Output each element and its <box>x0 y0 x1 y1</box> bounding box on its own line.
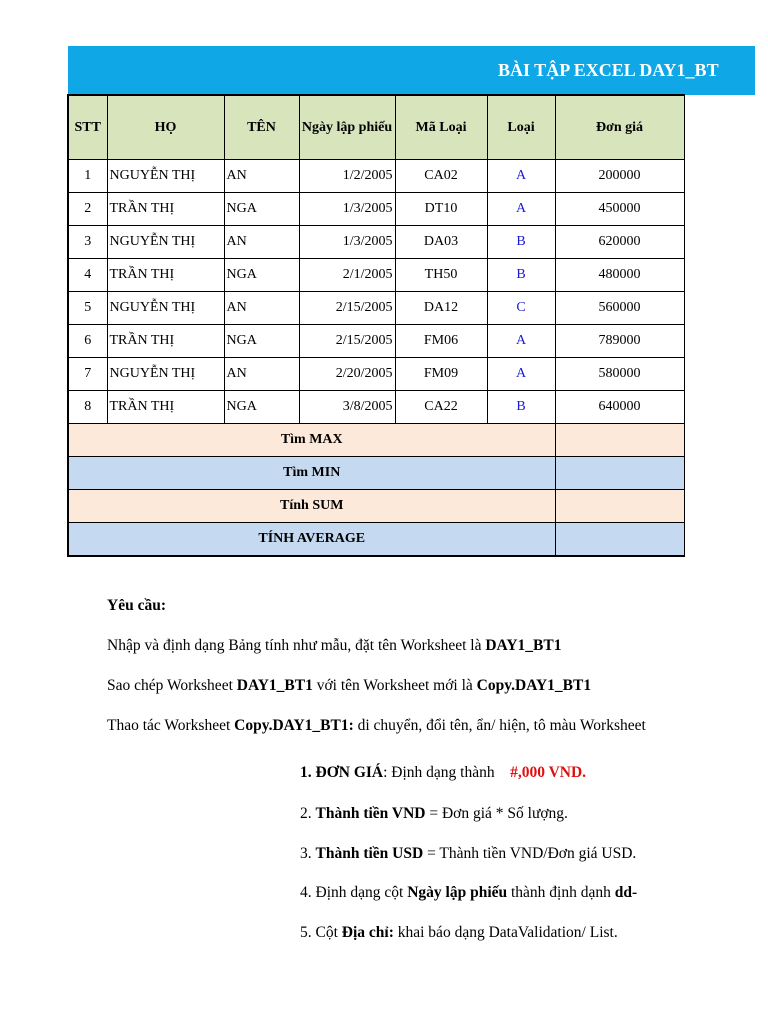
cell-stt[interactable]: 2 <box>68 193 107 226</box>
cell-ma-loai[interactable]: CA22 <box>395 391 487 424</box>
cell-ho[interactable]: TRẦN THỊ <box>107 259 224 292</box>
header-don-gia[interactable]: Đơn giá <box>555 95 684 160</box>
summary-row-sum <box>68 490 684 523</box>
table-row <box>68 358 684 391</box>
cell-don-gia[interactable]: 640000 <box>555 391 684 424</box>
cell-loai[interactable]: A <box>487 193 555 226</box>
summary-value-max[interactable] <box>555 424 684 457</box>
summary-value-min[interactable] <box>555 457 684 490</box>
header-ma-loai[interactable]: Mã Loại <box>395 95 487 160</box>
cell-loai[interactable]: A <box>487 358 555 391</box>
table-row <box>68 292 684 325</box>
cell-loai[interactable]: A <box>487 325 555 358</box>
task-3: 3. Thành tiền USD = Thành tiền VND/Đơn giá USD. <box>300 845 637 862</box>
cell-loai[interactable]: B <box>487 391 555 424</box>
table-row <box>68 259 684 292</box>
cell-ngay[interactable]: 1/3/2005 <box>299 226 395 259</box>
cell-stt[interactable]: 5 <box>68 292 107 325</box>
header-row <box>68 95 684 160</box>
cell-stt[interactable]: 4 <box>68 259 107 292</box>
cell-ten[interactable]: AN <box>224 160 299 193</box>
cell-ten[interactable]: NGA <box>224 325 299 358</box>
summary-row-max <box>68 424 684 457</box>
cell-ngay[interactable]: 2/15/2005 <box>299 325 395 358</box>
cell-loai[interactable]: A <box>487 160 555 193</box>
cell-don-gia[interactable]: 560000 <box>555 292 684 325</box>
title-bar <box>68 46 755 95</box>
sheet-title: BÀI TẬP EXCEL DAY1_BT <box>498 60 719 80</box>
cell-ho[interactable]: NGUYỄN THỊ <box>107 292 224 325</box>
cell-loai[interactable]: B <box>487 259 555 292</box>
cell-ho[interactable]: TRẦN THỊ <box>107 193 224 226</box>
header-ngay[interactable]: Ngày lập phiếu <box>299 95 395 160</box>
summary-value-sum[interactable] <box>555 490 684 523</box>
cell-ma-loai[interactable]: DA03 <box>395 226 487 259</box>
cell-ma-loai[interactable]: DT10 <box>395 193 487 226</box>
cell-ma-loai[interactable]: FM06 <box>395 325 487 358</box>
cell-ten[interactable]: NGA <box>224 391 299 424</box>
cell-stt[interactable]: 1 <box>68 160 107 193</box>
cell-don-gia[interactable]: 580000 <box>555 358 684 391</box>
cell-don-gia[interactable]: 620000 <box>555 226 684 259</box>
requirement-line-1: Nhập và định dạng Bảng tính như mẫu, đặt tên Worksheet là DAY1_BT1 <box>107 637 562 654</box>
data-table <box>67 94 685 557</box>
cell-don-gia[interactable]: 480000 <box>555 259 684 292</box>
cell-ho[interactable]: NGUYỄN THỊ <box>107 160 224 193</box>
cell-ngay[interactable]: 2/15/2005 <box>299 292 395 325</box>
task-4: 4. Định dạng cột Ngày lập phiếu thành định dạnh dd- <box>300 884 638 901</box>
cell-ma-loai[interactable]: CA02 <box>395 160 487 193</box>
cell-ho[interactable]: NGUYỄN THỊ <box>107 358 224 391</box>
summary-label-min[interactable]: Tìm MIN <box>68 457 555 490</box>
cell-stt[interactable]: 8 <box>68 391 107 424</box>
cell-ngay[interactable]: 2/20/2005 <box>299 358 395 391</box>
cell-ngay[interactable]: 2/1/2005 <box>299 259 395 292</box>
cell-ho[interactable]: NGUYỄN THỊ <box>107 226 224 259</box>
cell-ngay[interactable]: 1/2/2005 <box>299 160 395 193</box>
table-row <box>68 226 684 259</box>
cell-ngay[interactable]: 3/8/2005 <box>299 391 395 424</box>
summary-row-average <box>68 523 684 557</box>
table-row <box>68 160 684 193</box>
cell-stt[interactable]: 7 <box>68 358 107 391</box>
header-stt[interactable]: STT <box>68 95 107 160</box>
cell-ten[interactable]: AN <box>224 292 299 325</box>
header-loai[interactable]: Loại <box>487 95 555 160</box>
cell-loai[interactable]: B <box>487 226 555 259</box>
summary-label-max[interactable]: Tìm MAX <box>68 424 555 457</box>
table-row <box>68 325 684 358</box>
summary-value-average[interactable] <box>555 523 684 557</box>
cell-stt[interactable]: 3 <box>68 226 107 259</box>
cell-ho[interactable]: TRẦN THỊ <box>107 391 224 424</box>
cell-ten[interactable]: AN <box>224 226 299 259</box>
task-5: 5. Cột Địa chỉ: khai báo dạng DataValidation/ List. <box>300 924 618 941</box>
task-2: 2. Thành tiền VND = Đơn giá * Số lượng. <box>300 805 568 822</box>
cell-ngay[interactable]: 1/3/2005 <box>299 193 395 226</box>
requirements-heading: Yêu cầu: <box>107 597 166 614</box>
requirement-line-2: Sao chép Worksheet DAY1_BT1 với tên Worksheet mới là Copy.DAY1_BT1 <box>107 677 592 694</box>
cell-stt[interactable]: 6 <box>68 325 107 358</box>
cell-loai[interactable]: C <box>487 292 555 325</box>
cell-ma-loai[interactable]: DA12 <box>395 292 487 325</box>
summary-label-sum[interactable]: Tính SUM <box>68 490 555 523</box>
cell-don-gia[interactable]: 200000 <box>555 160 684 193</box>
cell-ten[interactable]: AN <box>224 358 299 391</box>
cell-ten[interactable]: NGA <box>224 259 299 292</box>
table-row <box>68 193 684 226</box>
cell-don-gia[interactable]: 450000 <box>555 193 684 226</box>
header-ho[interactable]: HỌ <box>107 95 224 160</box>
cell-ma-loai[interactable]: TH50 <box>395 259 487 292</box>
cell-ma-loai[interactable]: FM09 <box>395 358 487 391</box>
cell-ho[interactable]: TRẦN THỊ <box>107 325 224 358</box>
summary-row-min <box>68 457 684 490</box>
cell-don-gia[interactable]: 789000 <box>555 325 684 358</box>
table-row <box>68 391 684 424</box>
task-1: 1. ĐƠN GIÁ: Định dạng thành #,000 VND. <box>300 764 587 781</box>
header-ten[interactable]: TÊN <box>224 95 299 160</box>
requirement-line-3: Thao tác Worksheet Copy.DAY1_BT1: di chuyển, đổi tên, ẩn/ hiện, tô màu Worksheet <box>107 717 646 734</box>
cell-ten[interactable]: NGA <box>224 193 299 226</box>
summary-label-average[interactable]: TÍNH AVERAGE <box>68 523 555 557</box>
